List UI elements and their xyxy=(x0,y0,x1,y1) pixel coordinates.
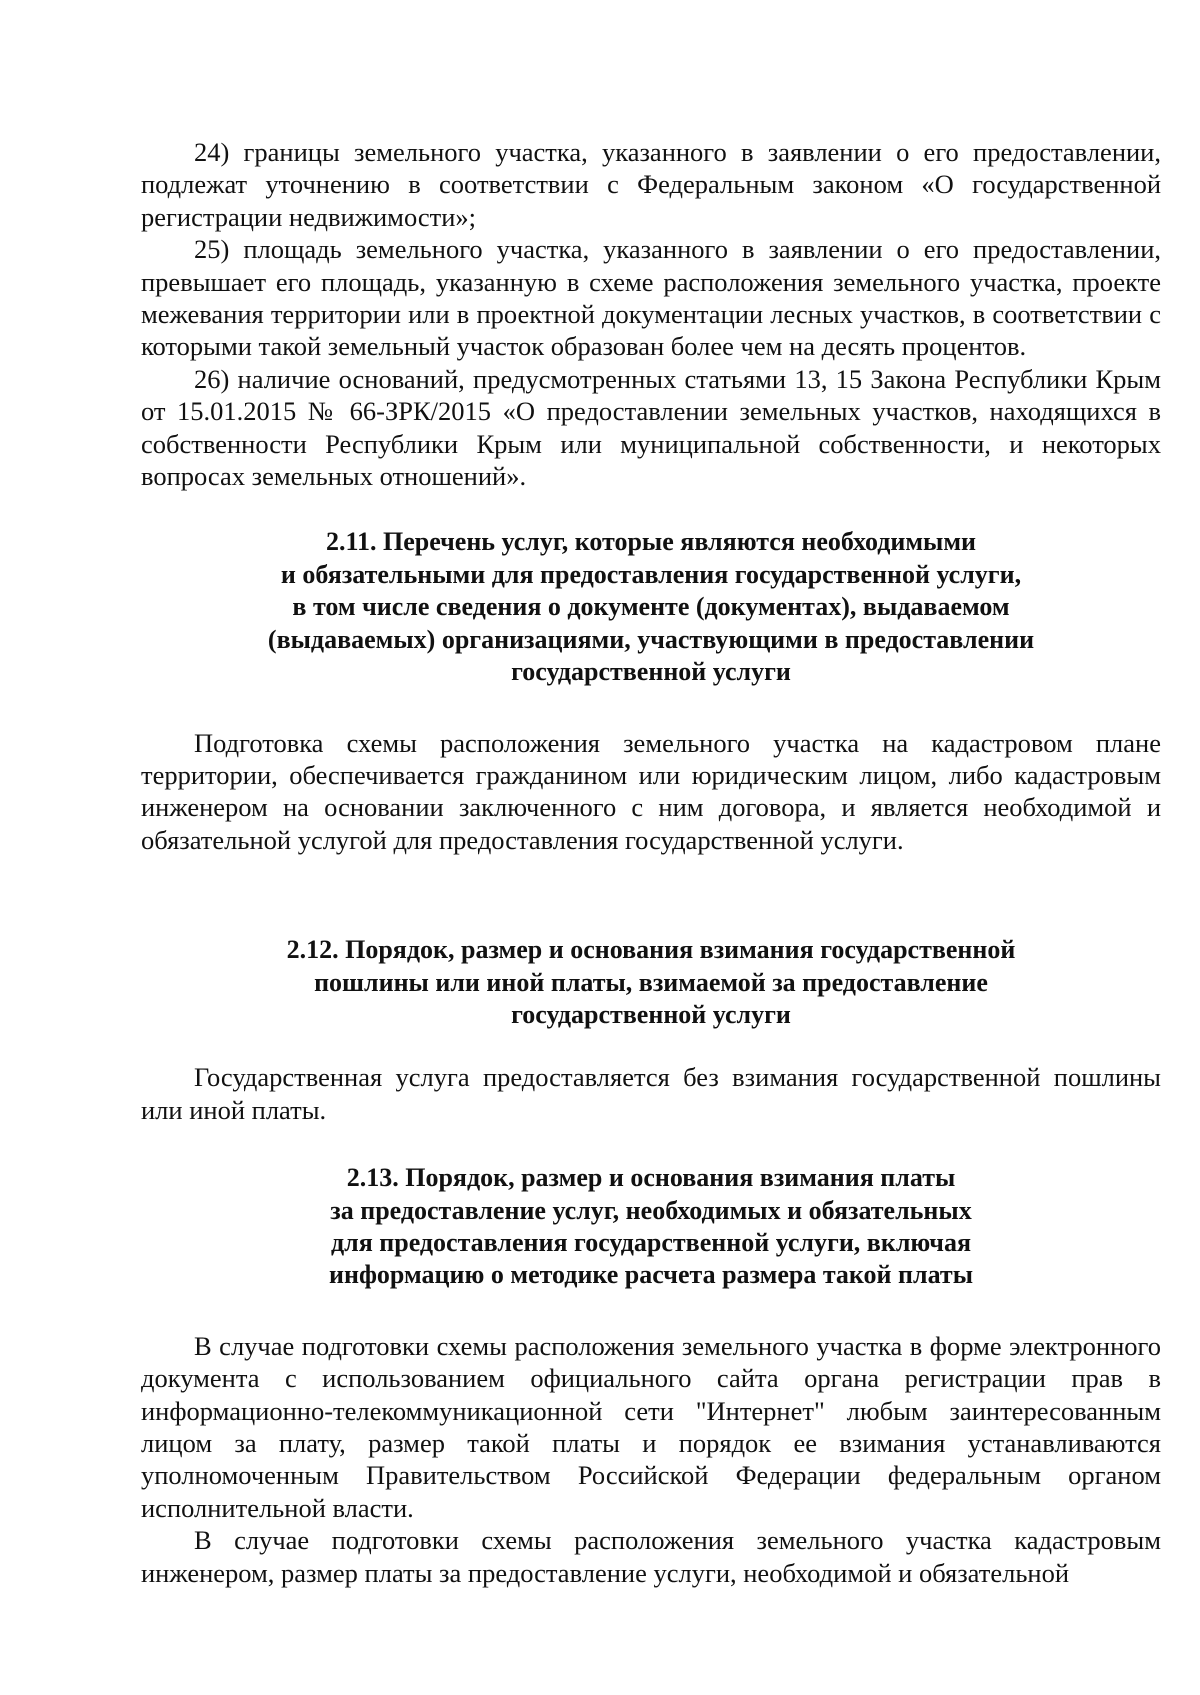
heading-line: (выдаваемых) организациями, участвующими в предоставлении xyxy=(267,624,1035,654)
heading-line: информацию о методике расчета размера такой платы xyxy=(328,1260,973,1290)
section-heading-2-13 xyxy=(141,1162,1161,1292)
section-heading-2-11 xyxy=(141,526,1161,688)
heading-line: за предоставление услуг, необходимых и обязательных xyxy=(330,1195,972,1225)
section-body-2-12: Государственная услуга предоставляется без взимания государственной пошлины или иной платы. xyxy=(141,1062,1161,1125)
section-heading-2-12 xyxy=(141,934,1161,1031)
heading-line: в том числе сведения о документе (документах), выдаваемом xyxy=(292,592,1010,622)
document-page xyxy=(141,136,1161,1589)
heading-line: пошлины или иной платы, взимаемой за предоставление xyxy=(314,967,988,997)
heading-line: 2.13. Порядок, размер и основания взимания платы xyxy=(346,1163,956,1193)
paragraph-item-24: 24) границы земельного участка, указанного в заявлении о его предоставлении, подлежат уточнению в соответствии с Федеральным законом «О государственной регистрации недвижимости»; xyxy=(141,137,1161,232)
heading-line: 2.12. Порядок, размер и основания взимания государственной xyxy=(286,935,1016,965)
heading-line: 2.11. Перечень услуг, которые являются необходимыми xyxy=(325,527,977,557)
heading-line: государственной услуги xyxy=(511,657,791,687)
heading-line: государственной услуги xyxy=(511,999,791,1029)
paragraph-item-25: 25) площадь земельного участка, указанного в заявлении о его предоставлении, превышает его площадь, указанную в схеме расположения земельного участка, проекте межевания территории или в проектной документации лесных участков, в соответствии с которыми такой земельный участок образован более чем на десять процентов. xyxy=(141,234,1161,362)
heading-line: и обязательными для предоставления государственной услуги, xyxy=(280,559,1022,589)
section-body-2-13-first: В случае подготовки схемы расположения земельного участка в форме электронного документа с использованием официального сайта органа регистрации прав в информационно-телекоммуникационной сети "Интернет" любым заинтересованным лицом за плату, размер такой платы и порядок ее взимания устанавливаются уполномоченным Правительством Российской Федерации федеральным органом исполнительной власти. xyxy=(141,1330,1161,1523)
section-body-2-11: Подготовка схемы расположения земельного участка на кадастровом плане территории, обеспечивается гражданином или юридическим лицом, либо кадастровым инженером на основании заключенного с ним договора, и является необходимой и обязательной услугой для предоставления государственной услуги. xyxy=(141,727,1161,855)
section-body-2-13-second: В случае подготовки схемы расположения земельного участка кадастровым инженером, размер платы за предоставление услуги, необходимой и обязательной xyxy=(141,1525,1161,1588)
heading-line: для предоставления государственной услуги, включая xyxy=(330,1227,972,1257)
paragraph-item-26: 26) наличие оснований, предусмотренных статьями 13, 15 Закона Республики Крым от 15.01.2015 № 66-ЗРК/2015 «О предоставлении земельных участков, находящихся в собственности Республики Крым или муниципальной собственности, и некоторых вопросах земельных отношений». xyxy=(141,363,1161,492)
